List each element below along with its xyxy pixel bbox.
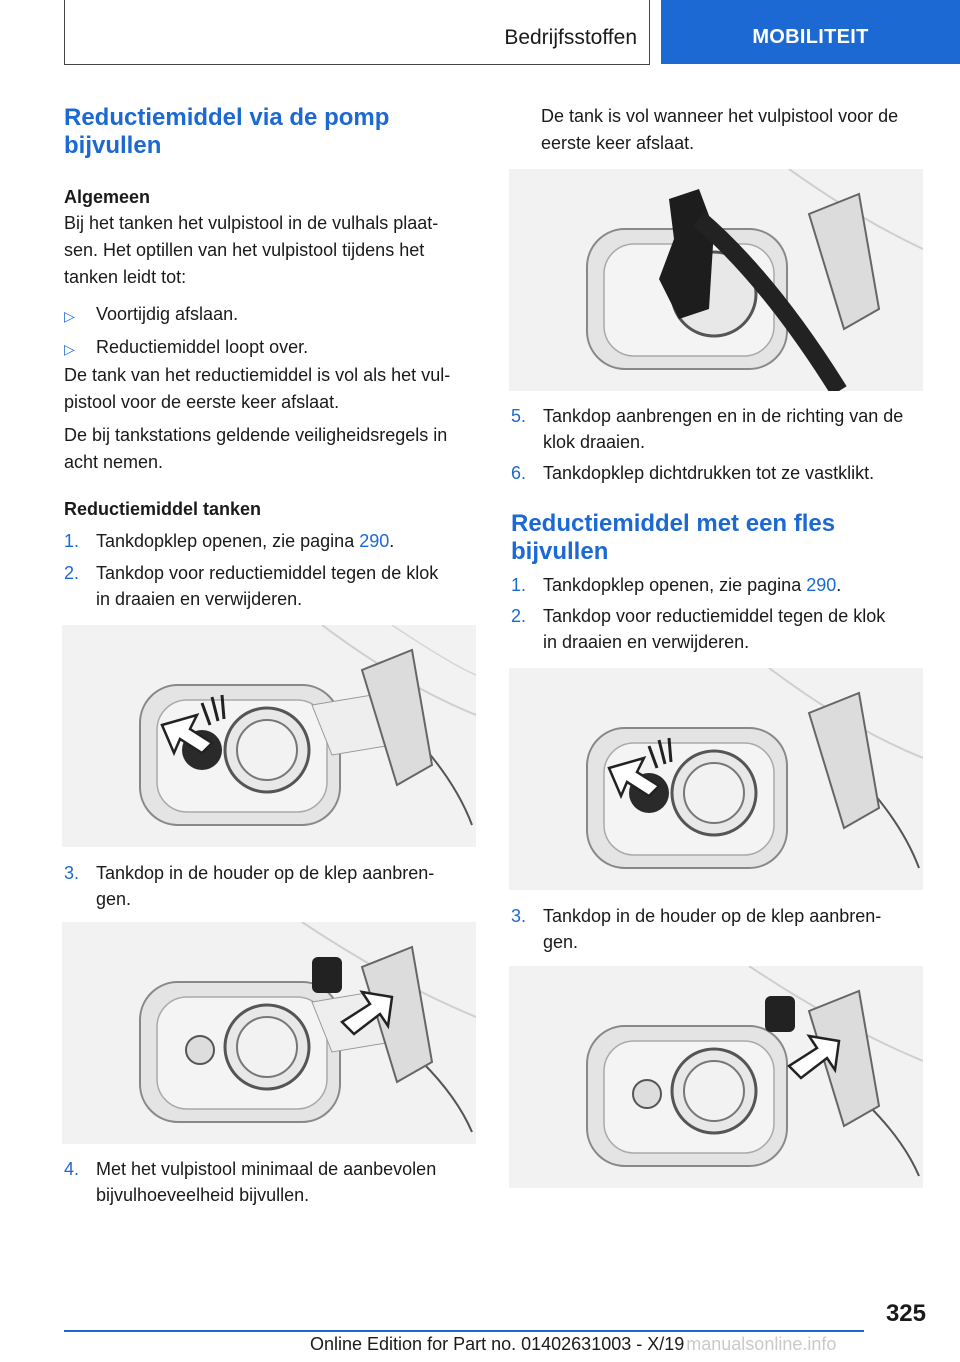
figure-cap-in-holder — [62, 922, 476, 1144]
header-section-box — [64, 0, 650, 65]
figure-remove-cap — [62, 625, 476, 847]
figure-nozzle — [509, 169, 923, 391]
list-item: ▷ Reductiemiddel loopt over. — [64, 334, 478, 360]
bullet-triangle-icon: ▷ — [64, 341, 75, 357]
page-number: 325 — [885, 1300, 926, 1327]
header-chapter-tab[interactable] — [661, 0, 960, 64]
footer-edition: Online Edition for Part no. 01402631003 - X/19 manualsonline.info — [310, 1334, 837, 1354]
tank-full-paragraph: De tank van het reductiemiddel is vol als het vul- pistool voor de eerste keer afslaat. — [64, 365, 451, 412]
figure-remove-cap-bottle — [509, 668, 923, 890]
footer-rule — [64, 1330, 864, 1332]
safety-paragraph: De bij tankstations geldende veiligheidsregels in acht nemen. — [64, 425, 448, 472]
section-title-bottle: Reductiemiddel met een fles bijvullen — [511, 510, 836, 565]
tank-full-intro: De tank is vol wanneer het vulpistool voor de eerste keer afslaat. — [541, 106, 899, 153]
section-title-pump: Reductiemiddel via de pomp bijvullen — [64, 104, 390, 159]
watermark: manualsonline.info — [686, 1334, 837, 1354]
page-link[interactable]: 290 — [806, 575, 837, 595]
header-section-title: Bedrijfsstoffen — [504, 26, 637, 49]
general-heading: Algemeen — [64, 187, 151, 207]
list-item: ▷ Voortijdig afslaan. — [64, 301, 478, 327]
page-link[interactable]: 290 — [359, 531, 390, 551]
header-chapter-title: MOBILITEIT — [752, 26, 869, 48]
figure-cap-in-holder-bottle — [509, 966, 923, 1188]
refuel-heading: Reductiemiddel tanken — [64, 499, 262, 519]
bullet-triangle-icon: ▷ — [64, 308, 75, 324]
general-paragraph: Bij het tanken het vulpistool in de vulhals plaat- sen. Het optillen van het vulpistool tijdens het tanken leidt tot: — [64, 213, 439, 287]
